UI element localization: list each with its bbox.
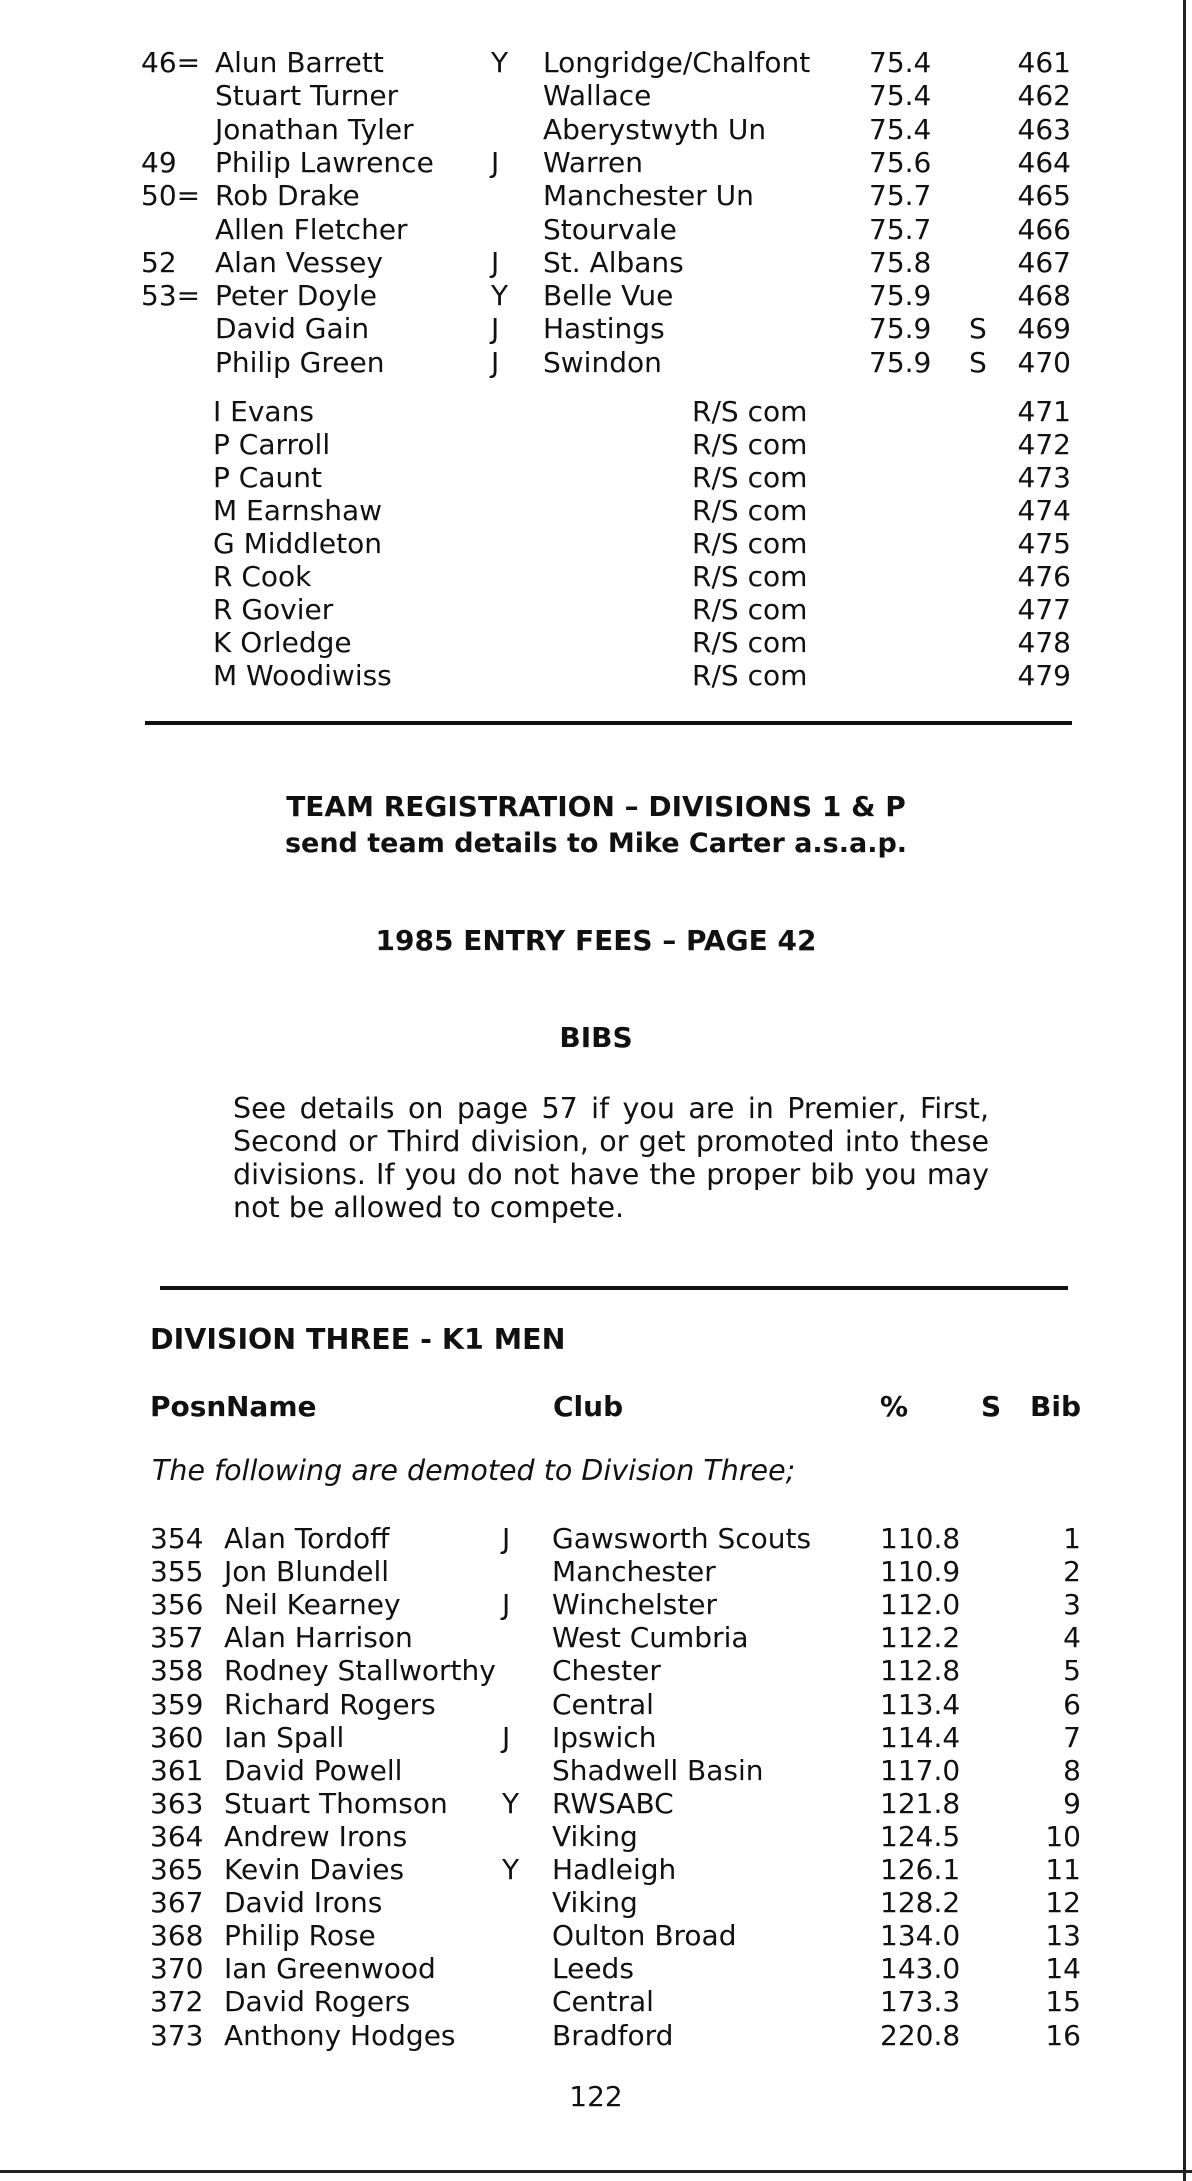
entry-name: Alun Barrett — [215, 46, 384, 79]
row-name: Neil Kearney — [224, 1588, 401, 1622]
table-row — [0, 1820, 1192, 1853]
entry-name: G Middleton — [213, 527, 382, 560]
entry-club: R/S com — [692, 659, 808, 692]
row-percent: 113.4 — [880, 1687, 961, 1721]
row-club: Central — [552, 1687, 654, 1721]
table-row — [0, 1621, 1192, 1654]
table-row — [0, 1588, 1192, 1621]
row-bib: 7 — [1063, 1720, 1081, 1754]
row-name: Jon Blundell — [224, 1555, 390, 1589]
section-divider-bottom — [160, 1286, 1068, 1290]
entry-bib: 474 — [1017, 494, 1071, 527]
row-category: Y — [502, 1853, 520, 1886]
entry-name: M Earnshaw — [213, 494, 383, 527]
entry-posn: 50= — [141, 179, 201, 213]
entry-bib: 473 — [1017, 461, 1071, 494]
row-percent: 143.0 — [880, 1952, 961, 1986]
table-row — [0, 1522, 1192, 1555]
entry-bib: 476 — [1017, 560, 1071, 593]
row-percent: 173.3 — [880, 1985, 961, 2019]
entry-name: Philip Lawrence — [215, 145, 434, 179]
header-name: Name — [226, 1390, 317, 1423]
entry-bib: 464 — [1017, 145, 1071, 179]
top-entry-row — [0, 113, 1192, 146]
table-row — [0, 1787, 1192, 1820]
entry-bib: 477 — [1017, 593, 1071, 626]
entry-category: J — [491, 312, 500, 346]
entry-name: Alan Vessey — [215, 245, 383, 279]
entry-bib: 467 — [1017, 245, 1071, 279]
row-name: David Powell — [224, 1753, 403, 1787]
row-name: Stuart Thomson — [224, 1786, 448, 1820]
demotion-note: The following are demoted to Division Three; — [152, 1454, 796, 1487]
row-club: Bradford — [552, 2018, 674, 2052]
entry-name: David Gain — [215, 312, 370, 346]
rs-entry-row — [0, 494, 1192, 527]
row-bib: 5 — [1063, 1654, 1081, 1688]
entry-bib: 469 — [1017, 312, 1071, 346]
row-club: Shadwell Basin — [552, 1753, 764, 1787]
table-row — [0, 1688, 1192, 1721]
row-percent: 126.1 — [880, 1853, 961, 1886]
row-percent: 134.0 — [880, 1919, 961, 1953]
row-club: West Cumbria — [552, 1621, 749, 1655]
row-posn: 355 — [150, 1555, 204, 1589]
entry-category: J — [491, 245, 500, 279]
entry-bib: 472 — [1017, 428, 1071, 461]
row-name: Andrew Irons — [224, 1819, 408, 1853]
row-posn: 365 — [150, 1853, 204, 1886]
top-entry-row — [0, 346, 1192, 379]
entry-percent: 75.9 — [869, 345, 932, 379]
row-bib: 6 — [1063, 1687, 1081, 1721]
row-club: Winchelster — [552, 1588, 718, 1622]
row-posn: 359 — [150, 1687, 204, 1721]
row-bib: 16 — [1045, 2018, 1081, 2052]
entry-s: S — [969, 345, 987, 379]
entry-name: I Evans — [213, 395, 314, 428]
row-percent: 114.4 — [880, 1720, 961, 1754]
row-name: Ian Greenwood — [224, 1952, 436, 1986]
row-bib: 12 — [1045, 1886, 1081, 1920]
table-row — [0, 1555, 1192, 1588]
table-row — [0, 1952, 1192, 1985]
row-name: Anthony Hodges — [224, 2018, 456, 2052]
entry-bib: 478 — [1017, 626, 1071, 659]
entry-club: Hastings — [543, 312, 665, 346]
row-category: J — [502, 1588, 511, 1622]
entry-club: Swindon — [543, 345, 662, 379]
entry-bib: 466 — [1017, 212, 1071, 246]
table-row — [0, 1754, 1192, 1787]
row-club: Hadleigh — [552, 1853, 677, 1886]
table-row — [0, 2019, 1192, 2052]
table-row — [0, 1886, 1192, 1919]
entry-name: P Carroll — [213, 428, 331, 461]
entry-percent: 75.4 — [869, 46, 932, 79]
entry-bib: 471 — [1017, 395, 1071, 428]
row-percent: 220.8 — [880, 2018, 961, 2052]
entry-category: J — [491, 145, 500, 179]
row-bib: 9 — [1063, 1786, 1081, 1820]
entry-club: R/S com — [692, 593, 808, 626]
entry-club: R/S com — [692, 527, 808, 560]
row-club: Ipswich — [552, 1720, 657, 1754]
bibs-heading: BIBS — [559, 1021, 633, 1054]
row-club: Gawsworth Scouts — [552, 1522, 812, 1555]
bibs-paragraph: See details on page 57 if you are in Premier, First, Second or Third division, or get promoted into these divisions. If you do not have the proper bib you may not be allowed to compete. — [233, 1092, 989, 1224]
row-percent: 117.0 — [880, 1753, 961, 1787]
entry-percent: 75.7 — [869, 212, 932, 246]
row-club: Manchester — [552, 1555, 716, 1589]
entry-bib: 465 — [1017, 179, 1071, 213]
entry-category: Y — [491, 279, 509, 313]
table-row — [0, 1721, 1192, 1754]
row-posn: 357 — [150, 1621, 204, 1655]
entry-name: Peter Doyle — [215, 279, 377, 313]
row-posn: 372 — [150, 1985, 204, 2019]
row-name: Richard Rogers — [224, 1687, 436, 1721]
top-entry-row — [0, 179, 1192, 212]
entry-name: R Govier — [213, 593, 334, 626]
entry-bib: 479 — [1017, 659, 1071, 692]
row-name: David Irons — [224, 1886, 383, 1920]
row-name: David Rogers — [224, 1985, 411, 2019]
row-club: RWSABC — [552, 1786, 674, 1820]
entry-category: J — [491, 345, 500, 379]
section-divider-top — [145, 721, 1072, 725]
entry-club: Longridge/Chalfont — [543, 46, 811, 79]
rs-entry-row — [0, 593, 1192, 626]
entry-fees-notice: 1985 ENTRY FEES – PAGE 42 — [375, 924, 817, 957]
row-name: Alan Harrison — [224, 1621, 413, 1655]
row-posn: 360 — [150, 1720, 204, 1754]
entry-posn: 49 — [141, 145, 177, 179]
entry-club: R/S com — [692, 395, 808, 428]
team-registration-subtitle: send team details to Mike Carter a.s.a.p. — [284, 828, 908, 859]
row-posn: 364 — [150, 1819, 204, 1853]
row-category: Y — [502, 1786, 520, 1820]
entry-name: Philip Green — [215, 345, 385, 379]
entry-club: R/S com — [692, 461, 808, 494]
row-posn: 373 — [150, 2018, 204, 2052]
row-bib: 14 — [1045, 1952, 1081, 1986]
table-row — [0, 1853, 1192, 1886]
header-posn: Posn — [150, 1390, 227, 1423]
entry-percent: 75.4 — [869, 112, 932, 146]
top-entry-row — [0, 46, 1192, 79]
row-club: Central — [552, 1985, 654, 2019]
rs-entry-row — [0, 527, 1192, 560]
header-club: Club — [553, 1390, 624, 1423]
row-percent: 128.2 — [880, 1886, 961, 1920]
division-title: DIVISION THREE - K1 MEN — [150, 1323, 566, 1356]
rs-entry-row — [0, 428, 1192, 461]
entry-club: Manchester Un — [543, 179, 754, 213]
row-posn: 368 — [150, 1919, 204, 1953]
entry-percent: 75.4 — [869, 79, 932, 113]
rs-entry-row — [0, 395, 1192, 428]
entry-club: Belle Vue — [543, 279, 674, 313]
rs-entry-row — [0, 626, 1192, 659]
row-club: Leeds — [552, 1952, 634, 1986]
entry-club: Wallace — [543, 79, 652, 113]
row-name: Alan Tordoff — [224, 1522, 390, 1555]
entry-name: P Caunt — [213, 461, 322, 494]
row-percent: 121.8 — [880, 1786, 961, 1820]
row-name: Ian Spall — [224, 1720, 345, 1754]
entry-name: Rob Drake — [215, 179, 360, 213]
entry-name: R Cook — [213, 560, 312, 593]
entry-club: Warren — [543, 145, 643, 179]
page-number: 122 — [569, 2080, 623, 2113]
entry-bib: 475 — [1017, 527, 1071, 560]
table-row — [0, 1919, 1192, 1952]
table-header-row — [0, 1390, 1192, 1423]
row-posn: 354 — [150, 1522, 204, 1555]
row-bib: 13 — [1045, 1919, 1081, 1953]
entry-bib: 468 — [1017, 279, 1071, 313]
row-bib: 2 — [1063, 1555, 1081, 1589]
entry-posn: 46= — [141, 46, 201, 79]
row-posn: 361 — [150, 1753, 204, 1787]
table-row — [0, 1985, 1192, 2018]
top-entry-row — [0, 79, 1192, 112]
entry-club: R/S com — [692, 494, 808, 527]
team-registration-title: TEAM REGISTRATION – DIVISIONS 1 & P — [286, 790, 906, 823]
row-club: Viking — [552, 1819, 638, 1853]
table-row — [0, 1654, 1192, 1687]
entry-percent: 75.7 — [869, 179, 932, 213]
row-percent: 112.2 — [880, 1621, 961, 1655]
row-percent: 112.8 — [880, 1654, 961, 1688]
entry-name: Jonathan Tyler — [215, 112, 414, 146]
row-percent: 110.9 — [880, 1555, 961, 1589]
page-edge-bottom — [0, 2170, 1192, 2173]
entry-club: Stourvale — [543, 212, 677, 246]
row-posn: 363 — [150, 1786, 204, 1820]
entry-club: R/S com — [692, 428, 808, 461]
entry-percent: 75.8 — [869, 245, 932, 279]
entry-s: S — [969, 312, 987, 346]
entry-name: M Woodiwiss — [213, 659, 392, 692]
entry-bib: 470 — [1017, 345, 1071, 379]
entry-bib: 461 — [1017, 46, 1071, 79]
header-s: S — [981, 1390, 1002, 1423]
entry-posn: 52 — [141, 245, 177, 279]
entry-club: Aberystwyth Un — [543, 112, 767, 146]
entry-bib: 463 — [1017, 112, 1071, 146]
row-category: J — [502, 1522, 511, 1555]
top-entry-row — [0, 146, 1192, 179]
row-bib: 3 — [1063, 1588, 1081, 1622]
entry-category: Y — [491, 46, 509, 79]
row-category: J — [502, 1720, 511, 1754]
top-entry-row — [0, 213, 1192, 246]
entry-posn: 53= — [141, 279, 201, 313]
row-club: Viking — [552, 1886, 638, 1920]
rs-entry-row — [0, 560, 1192, 593]
top-entry-row — [0, 246, 1192, 279]
entry-percent: 75.9 — [869, 279, 932, 313]
row-posn: 370 — [150, 1952, 204, 1986]
row-bib: 4 — [1063, 1621, 1081, 1655]
row-percent: 112.0 — [880, 1588, 961, 1622]
row-club: Oulton Broad — [552, 1919, 737, 1953]
row-name: Philip Rose — [224, 1919, 376, 1953]
row-name: Kevin Davies — [224, 1853, 405, 1886]
row-bib: 15 — [1045, 1985, 1081, 2019]
top-entry-row — [0, 279, 1192, 312]
entry-name: Stuart Turner — [215, 79, 399, 113]
row-bib: 11 — [1045, 1853, 1081, 1886]
entry-percent: 75.9 — [869, 312, 932, 346]
rs-entry-row — [0, 659, 1192, 692]
rs-entry-row — [0, 461, 1192, 494]
entry-bib: 462 — [1017, 79, 1071, 113]
row-bib: 8 — [1063, 1753, 1081, 1787]
row-percent: 110.8 — [880, 1522, 961, 1555]
row-club: Chester — [552, 1654, 661, 1688]
entry-name: K Orledge — [213, 626, 352, 659]
row-posn: 356 — [150, 1588, 204, 1622]
row-percent: 124.5 — [880, 1819, 961, 1853]
entry-percent: 75.6 — [869, 145, 932, 179]
entry-club: R/S com — [692, 626, 808, 659]
entry-club: St. Albans — [543, 245, 684, 279]
entry-name: Allen Fletcher — [215, 212, 408, 246]
header-pct: % — [880, 1390, 909, 1423]
row-bib: 10 — [1045, 1819, 1081, 1853]
row-bib: 1 — [1063, 1522, 1081, 1555]
row-posn: 367 — [150, 1886, 204, 1920]
top-entry-row — [0, 312, 1192, 345]
row-posn: 358 — [150, 1654, 204, 1688]
entry-club: R/S com — [692, 560, 808, 593]
row-name: Rodney Stallworthy — [224, 1654, 496, 1688]
header-bib: Bib — [1030, 1390, 1081, 1423]
